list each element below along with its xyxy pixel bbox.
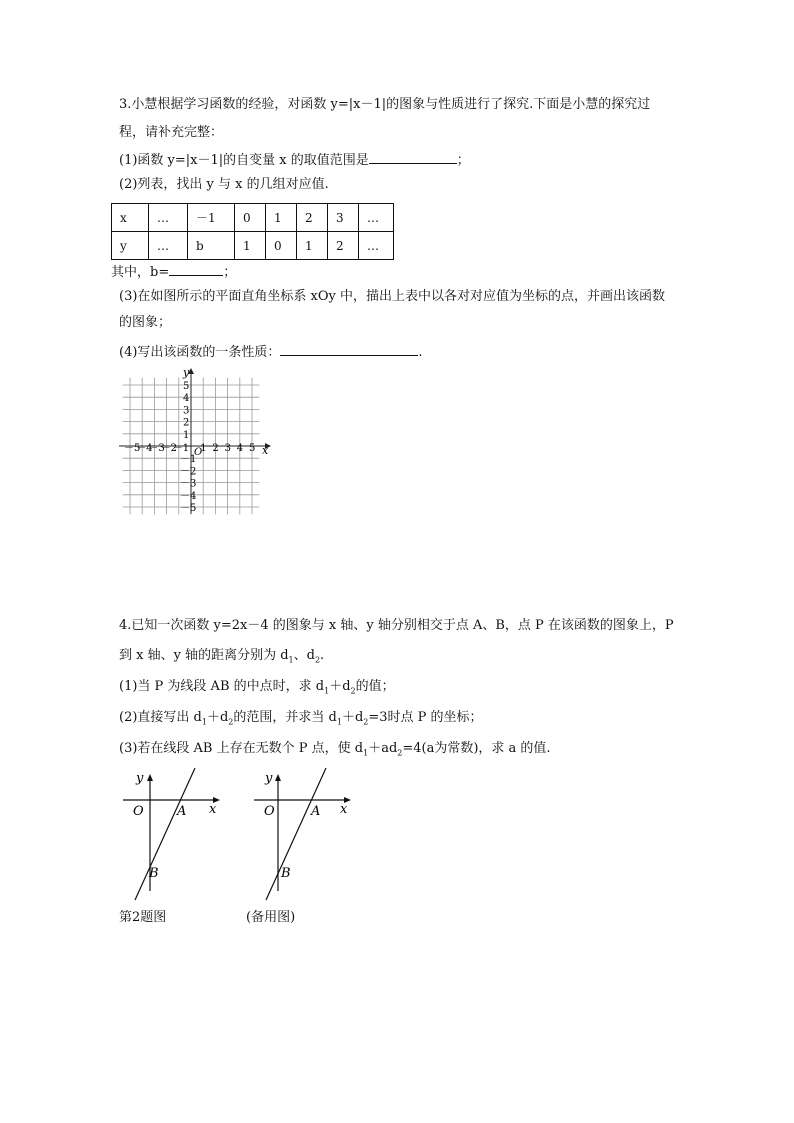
fig-x-label: x bbox=[340, 802, 348, 817]
q4-part2 bbox=[119, 710, 483, 731]
q4-text: ＋d bbox=[206, 710, 229, 725]
x-tick-label: 2 bbox=[212, 443, 219, 454]
subscript: 1 bbox=[363, 748, 369, 758]
y-tick-label: 1 bbox=[183, 429, 190, 441]
fig-origin-label: O bbox=[133, 804, 144, 819]
q3-part2: (2)列表，找出 y 与 x 的几组对应值. bbox=[119, 177, 329, 192]
y-tick-label: －4 bbox=[180, 490, 197, 502]
q3-intro-line2: 程，请补充完整： bbox=[119, 125, 224, 140]
y-tick-label: －2 bbox=[180, 466, 197, 478]
x-tick-label: 1 bbox=[200, 443, 207, 454]
table-row-x bbox=[112, 204, 394, 232]
x-tick-label: －4 bbox=[136, 443, 153, 454]
q3-part4-text: (4)写出该函数的一条性质： bbox=[119, 345, 281, 360]
q4-text: (2)直接写出 d bbox=[119, 710, 202, 725]
q4-text: 的范围，并求当 d bbox=[233, 710, 337, 725]
y-axis-arrow-icon bbox=[147, 774, 153, 781]
x-tick-label: －3 bbox=[148, 443, 165, 454]
fig-origin-label: O bbox=[264, 804, 275, 819]
q3-part1 bbox=[119, 150, 470, 169]
x-tick-label: －1 bbox=[172, 443, 190, 454]
q3-b-prefix: 其中，b= bbox=[111, 265, 170, 280]
x-tick-label: 5 bbox=[249, 443, 256, 454]
function-line bbox=[135, 768, 195, 900]
q3-part3-line1: (3)在如图所示的平面直角坐标系 xOy 中，描出上表中以各对对应值为坐标的点，并画出该函数 bbox=[119, 289, 666, 304]
q4-text: 到 x 轴、y 轴的距离分别为 d bbox=[119, 648, 289, 663]
table-cell: 1 bbox=[297, 232, 328, 260]
y-tick-label: 4 bbox=[183, 393, 190, 405]
grid-y-label: y bbox=[183, 366, 190, 379]
q4-text: . bbox=[320, 648, 325, 663]
q3-part4 bbox=[119, 342, 423, 361]
fig-y-label: y bbox=[136, 771, 144, 786]
subscript: 1 bbox=[324, 686, 330, 696]
x-tick-label: 3 bbox=[224, 443, 231, 454]
point-a-label: A bbox=[177, 804, 187, 819]
figure-line-graph bbox=[117, 768, 237, 903]
table-row-y bbox=[112, 232, 394, 260]
subscript: 1 bbox=[336, 717, 342, 727]
q4-text: =3时点 P 的坐标； bbox=[368, 710, 483, 725]
table-cell: 3 bbox=[328, 204, 359, 232]
figure-backup-graph bbox=[248, 768, 368, 903]
table-cell: 2 bbox=[328, 232, 359, 260]
point-b-label: B bbox=[149, 866, 159, 881]
q3-b-suffix: ； bbox=[223, 265, 237, 280]
q3-part1-text: (1)函数 y=|x－1|的自变量 x 的取值范围是 bbox=[119, 153, 369, 168]
table-cell: … bbox=[359, 232, 394, 260]
q3-part1-end: ； bbox=[456, 153, 470, 168]
table-cell: 0 bbox=[266, 232, 297, 260]
fig-x-label: x bbox=[209, 802, 217, 817]
y-tick-label: －5 bbox=[180, 503, 197, 514]
y-axis-arrow-icon bbox=[275, 774, 281, 781]
table-cell: … bbox=[359, 204, 394, 232]
x-tick-labels bbox=[124, 443, 255, 454]
y-tick-label: 5 bbox=[183, 381, 190, 392]
table-cell: 2 bbox=[297, 204, 328, 232]
table-cell: … bbox=[149, 204, 188, 232]
q4-part1 bbox=[119, 679, 395, 700]
table-cell: y bbox=[112, 232, 149, 260]
point-b-label: B bbox=[281, 866, 291, 881]
subscript: 2 bbox=[314, 655, 321, 665]
figure2-caption: (备用图) bbox=[246, 910, 296, 925]
q4-part3 bbox=[119, 741, 551, 762]
y-tick-label: －3 bbox=[180, 478, 197, 490]
q4-text: ＋d bbox=[329, 679, 351, 694]
table-cell: －1 bbox=[188, 204, 235, 232]
grid-x-label: x bbox=[262, 444, 269, 457]
q3-intro-line1: 3.小慧根据学习函数的经验，对函数 y=|x－1|的图象与性质进行了探究.下面是小慧的探究过 bbox=[119, 97, 651, 112]
subscript: 1 bbox=[201, 717, 207, 727]
q4-text: =4(a为常数)，求 a 的值. bbox=[402, 741, 551, 756]
q3-b-line bbox=[111, 262, 236, 281]
y-tick-label: 2 bbox=[183, 417, 190, 429]
q3-part4-blank[interactable] bbox=[280, 342, 418, 356]
q4-text: ＋ad bbox=[368, 741, 398, 756]
q3-b-blank[interactable] bbox=[169, 262, 223, 276]
table-cell: x bbox=[112, 204, 149, 232]
q4-text: ＋d bbox=[341, 710, 364, 725]
point-a-label: A bbox=[311, 804, 321, 819]
x-tick-label: －2 bbox=[160, 443, 177, 454]
q4-intro-line2 bbox=[119, 648, 324, 669]
subscript: 2 bbox=[350, 686, 356, 696]
grid-origin-label: O bbox=[194, 447, 203, 458]
coordinate-grid[interactable] bbox=[115, 366, 275, 516]
subscript: 2 bbox=[397, 748, 403, 758]
x-tick-label: 4 bbox=[236, 443, 244, 454]
q4-text: (1)当 P 为线段 AB 的中点时，求 d bbox=[119, 679, 325, 694]
subscript: 1 bbox=[288, 655, 294, 665]
table-cell: 0 bbox=[235, 204, 266, 232]
q3-part3-line2: 的图象； bbox=[119, 315, 172, 330]
q4-intro-line1: 4.已知一次函数 y=2x－4 的图象与 x 轴、y 轴分别相交于点 A、B，点 P 在该函数的图象上，P bbox=[119, 618, 674, 633]
q3-part1-blank[interactable] bbox=[369, 150, 457, 164]
fig-y-label: y bbox=[265, 771, 273, 786]
q4-text: 、d bbox=[293, 648, 315, 663]
table-cell: 1 bbox=[235, 232, 266, 260]
figure1-caption: 第2题图 bbox=[119, 910, 167, 925]
q4-text: 的值； bbox=[355, 679, 395, 694]
y-tick-label: 3 bbox=[183, 405, 190, 417]
x-tick-label: －5 bbox=[124, 443, 141, 454]
function-line bbox=[266, 768, 326, 900]
table-cell: b bbox=[188, 232, 235, 260]
y-tick-label: －1 bbox=[180, 454, 197, 466]
table-cell: … bbox=[149, 232, 188, 260]
value-table bbox=[111, 203, 394, 260]
q4-text: (3)若在线段 AB 上存在无数个 P 点，使 d bbox=[119, 741, 364, 756]
q3-part4-end: . bbox=[418, 345, 423, 360]
table-cell: 1 bbox=[266, 204, 297, 232]
subscript: 2 bbox=[228, 717, 234, 727]
subscript: 2 bbox=[363, 717, 369, 727]
